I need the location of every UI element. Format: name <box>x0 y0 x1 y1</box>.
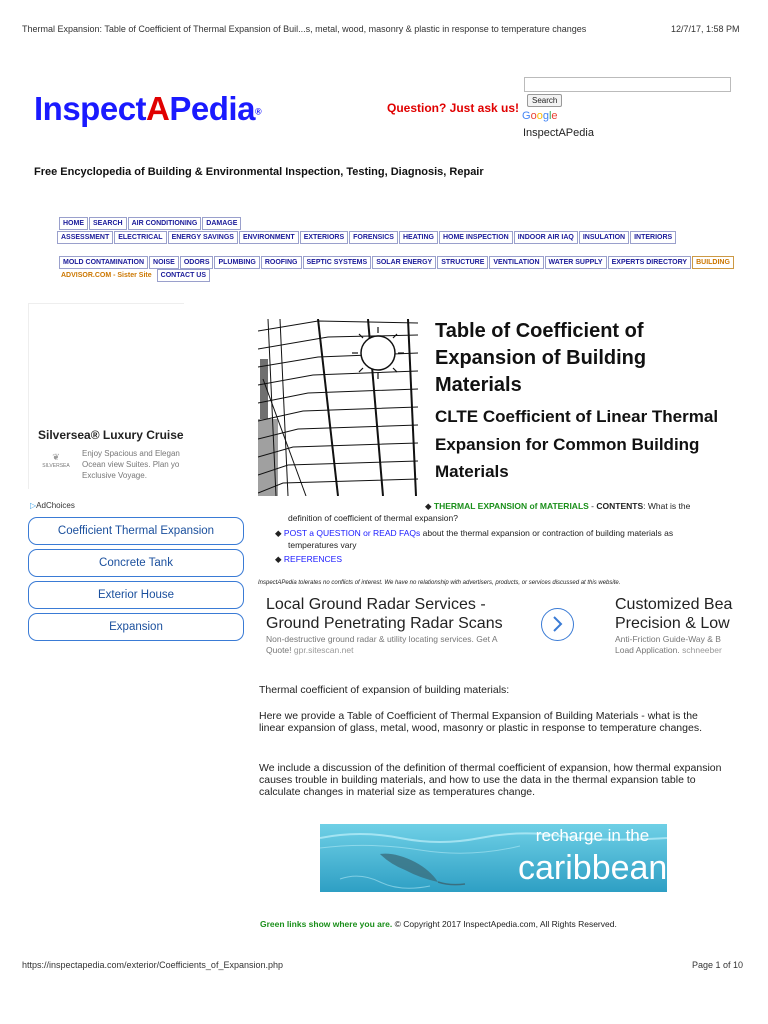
radar-ad-desc-text: Quote! <box>266 645 294 655</box>
toc-separator: - <box>588 501 597 511</box>
nav-roofing[interactable]: ROOFING <box>261 256 302 269</box>
radar-ad-desc-1: Non-destructive ground radar & utility locating services. Get A <box>266 634 498 644</box>
side-ad-logo-text: SILVERSEA <box>42 463 70 469</box>
site-logo[interactable] <box>34 90 261 128</box>
nav-mold-contamination[interactable]: MOLD CONTAMINATION <box>59 256 148 269</box>
side-ad-desc-line: Enjoy Spacious and Elegan <box>82 449 180 458</box>
bearing-ad-desc-2 <box>615 645 768 656</box>
intro-paragraph-1: Thermal coefficient of expansion of building materials: <box>259 684 510 696</box>
nav-row-4 <box>57 269 211 282</box>
bearing-ad-title-1[interactable]: Customized Bea <box>615 596 733 613</box>
bearing-ad-desc-1: Anti-Friction Guide-Way & B <box>615 634 721 644</box>
nav-structure[interactable]: STRUCTURE <box>437 256 488 269</box>
intro-paragraph-2: Here we provide a Table of Coefficient of Thermal Expansion of Building Materials - what is the linear expansion of glass, metal, wood, masonry or plastic in response to temperature changes. <box>259 710 702 734</box>
toc-item-1-cont: definition of coefficient of thermal expansion? <box>288 513 458 523</box>
google-logo: Google <box>522 110 558 122</box>
nav-odors[interactable]: ODORS <box>180 256 214 269</box>
ask-question-link[interactable]: Question? Just ask us! <box>387 101 520 115</box>
radar-ad-title-2[interactable]: Ground Penetrating Radar Scans <box>266 615 503 632</box>
nav-indoor-air-iaq[interactable]: INDOOR AIR IAQ <box>514 231 578 244</box>
toc-link-references[interactable]: REFERENCES <box>283 554 343 564</box>
green-links-note: Green links show where you are. <box>260 919 393 929</box>
ad-link-expansion[interactable]: Expansion <box>28 613 244 641</box>
site-tagline: Free Encyclopedia of Building & Environmental Inspection, Testing, Diagnosis, Repair <box>34 166 484 178</box>
print-header-datetime: 12/7/17, 1:58 PM <box>671 24 740 34</box>
nav-electrical[interactable]: ELECTRICAL <box>114 231 166 244</box>
nav-air-conditioning[interactable]: AIR CONDITIONING <box>128 217 202 230</box>
nav-noise[interactable]: NOISE <box>149 256 179 269</box>
intro-paragraph-3: We include a discussion of the definition of thermal coefficient of expansion, how thermal expansion causes trouble in building materials, and how to use the data in the thermal expansion table to calculate changes in material size as temperatures change. <box>259 762 722 798</box>
print-header-title: Thermal Expansion: Table of Coefficient of Thermal Expansion of Buil...s, metal, wood, masonry & plastic in response to temperature changes <box>22 24 587 34</box>
bearing-ad-url[interactable]: schneeber <box>682 645 722 655</box>
logo-text-pedia: Pedia <box>169 90 255 127</box>
nav-search[interactable]: SEARCH <box>89 217 127 230</box>
nav-forensics[interactable]: FORENSICS <box>349 231 398 244</box>
nav-row-1 <box>59 217 242 230</box>
nav-interiors[interactable]: INTERIORS <box>630 231 676 244</box>
bullet-icon: ◆ <box>425 501 432 511</box>
nav-experts-directory[interactable]: EXPERTS DIRECTORY <box>608 256 691 269</box>
nav-home[interactable]: HOME <box>59 217 88 230</box>
toc-item-2-cont: temperatures vary <box>288 540 357 550</box>
toc-item-1 <box>425 500 690 512</box>
bearing-ad-title-2[interactable]: Precision & Low <box>615 615 730 632</box>
logo-text-a: A <box>146 90 170 127</box>
nav-plumbing[interactable]: PLUMBING <box>214 256 259 269</box>
side-ad-description <box>82 448 184 481</box>
nav-solar-energy[interactable]: SOLAR ENERGY <box>372 256 436 269</box>
ad-link-exterior-house[interactable]: Exterior House <box>28 581 244 609</box>
copyright-line <box>260 919 617 929</box>
nav-sister-site[interactable]: ADVISOR.COM - Sister Site <box>57 269 156 282</box>
nav-damage[interactable]: DAMAGE <box>202 217 241 230</box>
print-footer-page: Page 1 of 10 <box>692 960 744 970</box>
conflict-notice: InspectAPedia tolerates no conflicts of interest. We have no relationship with advertisers, products, or services discussed at this website. <box>258 580 621 586</box>
radar-ad-url[interactable]: gpr.sitescan.net <box>293 645 354 655</box>
ad-link-concrete-tank[interactable]: Concrete Tank <box>28 549 244 577</box>
nav-heating[interactable]: HEATING <box>399 231 438 244</box>
print-footer-url: https://inspectapedia.com/exterior/Coefficients_of_Expansion.php <box>22 960 283 970</box>
ad-next-button[interactable] <box>541 608 574 641</box>
bullet-icon: ◆ <box>275 554 282 564</box>
nav-assessment[interactable]: ASSESSMENT <box>57 231 113 244</box>
logo-registered-mark: ® <box>254 106 262 117</box>
nav-ventilation[interactable]: VENTILATION <box>489 256 543 269</box>
nav-water-supply[interactable]: WATER SUPPLY <box>545 256 607 269</box>
nav-row-2 <box>57 231 677 244</box>
adchoices-label: AdChoices <box>36 501 75 510</box>
bullet-icon: ◆ <box>275 528 282 538</box>
toc-item-1-text: : What is the <box>643 501 691 511</box>
copyright-text: © Copyright 2017 InspectApedia.com, All Rights Reserved. <box>392 919 617 929</box>
nav-exteriors[interactable]: EXTERIORS <box>300 231 348 244</box>
toc-item-2-text: about the thermal expansion or contraction of building materials as <box>420 528 674 538</box>
toc-item-3 <box>275 553 342 565</box>
banner-line-2: caribbean <box>518 849 667 887</box>
banner-line-1: recharge in the <box>535 826 650 845</box>
nav-home-inspection[interactable]: HOME INSPECTION <box>439 231 513 244</box>
nav-septic-systems[interactable]: SEPTIC SYSTEMS <box>303 256 372 269</box>
chevron-right-icon <box>542 609 572 639</box>
logo-text-inspect: Inspect <box>34 90 147 127</box>
caribbean-banner-ad[interactable] <box>320 824 667 892</box>
bearing-ad[interactable] <box>615 595 768 656</box>
adchoices-link[interactable] <box>30 501 75 510</box>
nav-energy-savings[interactable]: ENERGY SAVINGS <box>168 231 238 244</box>
side-ad-logo-icon: ❦ <box>52 452 60 462</box>
search-button[interactable]: Search <box>527 94 562 107</box>
building-sketch-illustration <box>258 319 418 496</box>
side-ad-desc-line: Exclusive Voyage. <box>82 471 147 480</box>
side-ad-title[interactable]: Silversea® Luxury Cruise <box>38 428 184 442</box>
nav-environment[interactable]: ENVIRONMENT <box>239 231 299 244</box>
side-ad-desc-line: Ocean view Suites. Plan yo <box>82 460 180 469</box>
nav-building[interactable]: BUILDING <box>692 256 734 269</box>
toc-item-2 <box>275 527 673 539</box>
nav-insulation[interactable]: INSULATION <box>579 231 629 244</box>
side-ad-logo <box>38 452 74 469</box>
page-title: Table of Coefficient of Expansion of Building Materials <box>435 320 647 396</box>
radar-ad-desc-2 <box>266 645 503 656</box>
adchoices-icon: ▷ <box>30 501 37 510</box>
bearing-ad-desc-text: Load Application. <box>615 645 683 655</box>
search-site-label: InspectAPedia <box>523 127 594 139</box>
page-subtitle: CLTE Coefficient of Linear Thermal Expansion for Common Building Materials <box>435 407 719 481</box>
search-input[interactable] <box>524 77 731 92</box>
toc-link-thermal-expansion[interactable]: THERMAL EXPANSION of MATERIALS <box>433 501 589 511</box>
radar-ad[interactable] <box>266 595 503 656</box>
toc-link-post-question[interactable]: POST a QUESTION or READ FAQs <box>283 528 421 538</box>
toc-contents-label: CONTENTS <box>596 501 644 511</box>
nav-row-3 <box>59 256 768 269</box>
ad-link-coefficient-thermal-expansion[interactable]: Coefficient Thermal Expansion <box>28 517 244 545</box>
nav-contact-us[interactable]: CONTACT US <box>157 269 210 282</box>
radar-ad-title-1[interactable]: Local Ground Radar Services - <box>266 596 486 613</box>
